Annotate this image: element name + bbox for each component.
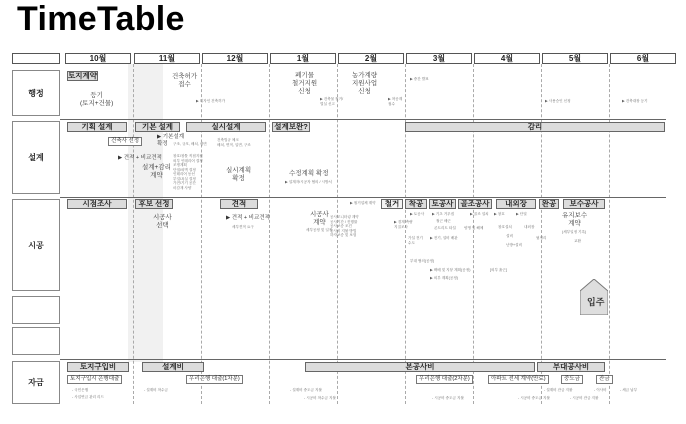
const-step-earthwork: ▶ 토공사: [410, 212, 425, 216]
design-detail-confirm: 실시계획 확정: [226, 167, 252, 182]
grid-line: [541, 64, 542, 404]
finance-balance: 잔금: [596, 375, 613, 384]
const-move-in: 입주: [587, 297, 605, 307]
design-revise-note: ▶ 설계자/시공자 협의 / 시방서: [285, 180, 332, 184]
section-construction-extra2: [12, 327, 60, 355]
const-estimate-note: 세부견적 요구: [232, 225, 254, 229]
const-step-temp-utilities: 가설 전기 수도: [408, 236, 423, 245]
month-nov: 11월: [134, 53, 200, 64]
const-contract: 시공사 계약: [310, 211, 329, 226]
finance-construction-deposit: - 시공비 착수금 지불: [304, 396, 336, 400]
design-contract: 설계+감리 계약: [142, 164, 171, 179]
bar-interior-exterior: 내외장: [496, 199, 536, 209]
const-step-roof-plan: ▶ 택배 및 지붕 계획(공정): [430, 268, 471, 272]
const-estimate: ▶ 견적 + 비교견적: [226, 215, 270, 221]
design-revise: 수정계획 확정: [289, 170, 329, 177]
finance-design-final: - 설계비 잔금 지불: [544, 388, 573, 392]
admin-start-report: ▶ 착공계 접수: [388, 97, 403, 106]
finance-bank-loan-1: 우리은행 대출(1차분): [186, 375, 243, 384]
const-contract-note: 세부공정 및 일정: [306, 228, 333, 232]
finance-apartment-lease: 아파트 전세 계약(만료): [488, 375, 549, 384]
admin-permit: 건축허가 접수: [172, 73, 198, 88]
admin-permit-note: ▶ 디자인 건축허가: [196, 99, 226, 103]
const-step-survey: ▶ 경계 측량 지질조사: [394, 220, 413, 229]
month-feb: 2월: [338, 53, 404, 64]
const-step-rebar: 철근 배근: [436, 219, 451, 223]
month-jan: 1월: [270, 53, 336, 64]
section-finance: 자금: [12, 361, 60, 404]
month-may: 5월: [542, 53, 608, 64]
separator-design-construction: [60, 197, 666, 198]
design-basic-note: 구조, 규모, 배치, 평면: [173, 142, 207, 146]
const-step-formwork: ▶ 기초 거푸집: [432, 212, 455, 216]
separator-admin-design: [60, 119, 666, 120]
bar-supervision: 감리: [405, 122, 665, 132]
month-apr: 4월: [474, 53, 540, 64]
finance-mid-payment: 중도금: [561, 375, 583, 384]
month-dec: 12월: [202, 53, 268, 64]
finance-construction-mid-2: - 시공비 중도금 지불: [518, 396, 550, 400]
design-detail-note: 창호/창틀 직접지원 외부 인테리어 결정 조명계획 단열/외벽 결정 인테리어 동선 부엌/욕실 결정 가전/기기 공간 마감재 사양: [173, 154, 203, 190]
bar-site-survey: 시점조사: [67, 199, 127, 209]
bar-demolition: 철거: [381, 199, 403, 209]
finance-land-loan: 토지구입시 은행대출: [67, 375, 122, 384]
const-meeting-note: 공사모니터링 계약 공사기간 / 진행률 공사보증 조건 공사비 지불 방법 하자보증 및 보험: [330, 215, 359, 237]
month-mar: 3월: [406, 53, 472, 64]
const-step-concrete: 콘트리트 타설: [434, 226, 456, 230]
const-step-heating: 난방+설비: [506, 243, 522, 247]
const-step-interior: 내외장: [524, 225, 535, 229]
bar-completion: 완공: [539, 199, 559, 209]
finance-design-mid: - 설계비 중도금 지불: [290, 388, 322, 392]
finance-design-deposit: - 설계비 착수금: [144, 388, 169, 392]
bar-design-cost: 설계비: [142, 362, 204, 372]
admin-register-end: ▶ 건축대장 등기: [622, 99, 648, 103]
section-construction: 시공: [12, 199, 60, 291]
finance-bank-loan-2: 우리은행 대출(2차분): [416, 375, 473, 384]
separator-construction-finance: [60, 359, 666, 360]
admin-registration: 등기 (토지+건물): [80, 92, 114, 107]
const-select-contractor: 시공사 선택: [153, 214, 172, 229]
const-repair-exchange: 교환: [574, 239, 581, 243]
const-step-window-install: 창호설치: [498, 225, 512, 229]
bar-land-purchase: 토지구입비: [67, 362, 129, 372]
const-step-insulation: ▶ 단열: [516, 212, 527, 216]
admin-mid-report: ▶ 중간 발표: [410, 77, 429, 81]
const-repair-contract: 유지보수 계약: [562, 212, 588, 227]
admin-farm: 농가계량 지원사업 신청: [352, 72, 378, 95]
bar-candidate-select: 후보 선정: [135, 199, 173, 209]
page-title: TimeTable: [17, 0, 185, 38]
finance-tax: - 세금 납부: [620, 388, 638, 392]
bar-earthwork: 토공사: [429, 199, 456, 209]
grid-line: [473, 64, 474, 404]
bar-land-contract: 토지계약: [68, 71, 97, 80]
bar-main-construction: 본공사비: [305, 362, 535, 372]
grid-line: [201, 64, 202, 404]
finance-construction-mid: - 시공비 중도금 지불: [432, 396, 464, 400]
const-step-sub-consult: 부대 협의(공정): [410, 259, 435, 263]
bar-groundbreaking: 착공: [405, 199, 427, 209]
const-step-exterior-plan: ▶ 외부 계획(공정): [430, 276, 458, 280]
bar-repair-work: 보수공사: [563, 199, 605, 209]
admin-demolish: 폐기물 철거지원 신청: [292, 72, 318, 95]
month-oct: 10월: [65, 53, 131, 64]
bar-detail-design: 실시설계: [186, 122, 266, 132]
grid-line: [609, 64, 610, 404]
section-construction-extra1: [12, 296, 60, 324]
bar-design-revision: 설계보완?: [272, 122, 310, 132]
bar-basic-design: 기본 설계: [135, 122, 180, 132]
const-step-cleanup: 뒷정리: [536, 236, 547, 240]
finance-own-bank: - 국민은행: [72, 388, 89, 392]
admin-use-approval: ▶ 사용승인 신청: [545, 99, 571, 103]
month-header-left: [12, 53, 60, 64]
const-step-facilities: 설비: [506, 234, 513, 238]
design-estimate: ▶ 견적 + 비교견적: [118, 155, 162, 161]
const-step-piping: ▶ 전기, 설비 배관: [430, 236, 458, 240]
admin-demolish-note: ▶ 건축물 철거/ 멸실 신고: [320, 97, 344, 106]
design-detail-note2: 건축법규 체크 배치, 면적, 입면, 구조: [217, 138, 251, 147]
grid-line: [269, 64, 270, 404]
const-step-frame: ▶ 골조 설치: [470, 212, 489, 216]
finance-moving-cost: - 이사비: [594, 388, 607, 392]
design-architect-select: 건축사 선정: [108, 137, 142, 146]
grid-line: [133, 64, 134, 404]
bar-frame-work: 골조공사: [458, 199, 492, 209]
const-meeting: ▶ 철거업체 계약: [350, 201, 376, 205]
section-admin: 행정: [12, 70, 60, 116]
bar-plan-design: 기획 설계: [67, 122, 127, 132]
bar-estimate: 견적: [220, 199, 258, 209]
section-design: 설계: [12, 121, 60, 194]
const-step-exterior-soil: [외부 흙근]: [490, 268, 507, 272]
grid-line: [405, 64, 406, 404]
month-jun: 6월: [610, 53, 676, 64]
bar-extra-construction: 부대공사비: [537, 362, 605, 372]
finance-owner-note: - 사업연금 관리 리드: [72, 395, 104, 399]
const-step-curing: 양생 및 해체: [464, 226, 484, 230]
const-step-windows: ▶ 창호: [494, 212, 505, 216]
finance-construction-final: - 시공비 잔금 지불: [570, 396, 599, 400]
const-repair-note: (세부일정 기록): [562, 230, 587, 234]
design-basic-confirm: ▶ 기본설계 확정: [157, 134, 185, 147]
